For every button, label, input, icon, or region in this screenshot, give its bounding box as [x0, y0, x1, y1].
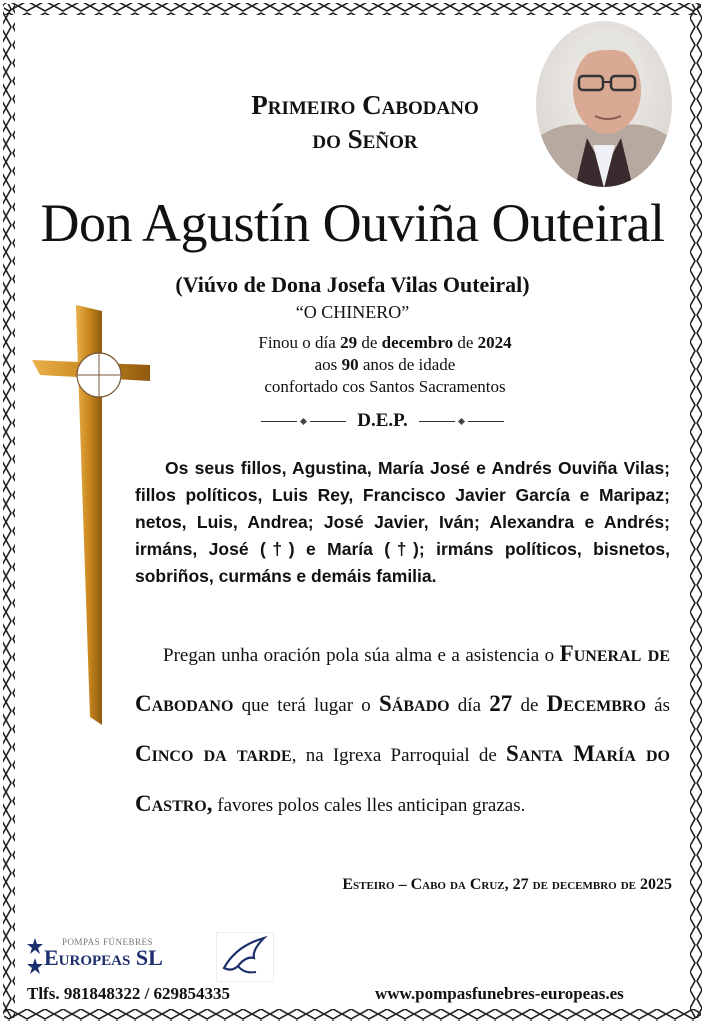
place-date: Esteiro – Cabo da Cruz, 27 de decembro de 2025 — [342, 876, 672, 893]
death-info — [200, 332, 570, 398]
age-suffix: anos de idade — [358, 355, 456, 374]
divider-line — [468, 421, 504, 422]
death-de1: de — [357, 333, 382, 352]
death-year: 2024 — [477, 333, 512, 352]
nickname: “O CHINERO” — [295, 302, 410, 322]
divider-line — [310, 421, 346, 422]
ceremony-text: de — [512, 695, 547, 716]
deceased-name: Don Agustín Ouviña Outeiral — [40, 193, 665, 253]
death-day: 29 — [340, 333, 358, 352]
header-title — [150, 88, 580, 156]
diamond-icon — [300, 418, 307, 425]
death-date-line — [200, 332, 570, 354]
portrait-photo — [535, 20, 673, 188]
diamond-icon — [457, 418, 464, 425]
sacraments-line: confortado cos Santos Sacramentos — [264, 377, 506, 396]
divider-line — [419, 421, 455, 422]
family-paragraph: Os seus fillos, Agustina, María José e Andrés Ouviña Vilas; fillos políticos, Luis Rey, Francisco Javier García e Maripaz; netos, Luis, Andrea; José Javier, Iván; Alexandra e Andrés; irmáns, José (†) e María (†); irmáns políticos, bisnetos, sobriños, curmáns e demáis familia. — [135, 458, 670, 586]
ceremony-day: 27 — [489, 691, 513, 716]
age-prefix: aos — [314, 355, 342, 374]
ceremony-weekday: Sábado — [379, 691, 450, 716]
ceremony-text: día — [449, 695, 490, 716]
website-link[interactable]: www.pompasfunebres-europeas.es — [375, 984, 624, 1003]
widower-line: (Viúvo de Dona Josefa Vilas Outeiral) — [175, 272, 530, 297]
ceremony-text: , na Igrexa Parroquial de — [291, 745, 507, 766]
ceremony-paragraph — [135, 630, 670, 830]
header-line1: Primeiro Cabodano — [251, 90, 479, 120]
dep-label: D.E.P. — [357, 410, 408, 431]
ceremony-text: que terá lugar o — [233, 695, 379, 716]
ceremony-time: Cinco da tarde — [135, 741, 292, 766]
company-subtitle: POMPAS FÚNEBRES — [62, 937, 153, 947]
death-month: decembro — [381, 333, 454, 352]
age-value: 90 — [341, 355, 359, 374]
phone-numbers: Tlfs. 981848322 / 629854335 — [27, 984, 231, 1003]
death-de2: de — [453, 333, 478, 352]
age-line — [200, 354, 570, 376]
ceremony-text: favores polos cales lles anticipan grazas. — [212, 795, 526, 816]
ceremony-text: Pregan unha oración pola súa alma e a asistencia o — [163, 645, 560, 666]
company-name: Europeas SL — [44, 945, 163, 970]
ceremony-event: Funeral de Cabodano — [135, 641, 670, 716]
divider-line — [261, 421, 297, 422]
header-line2: do Señor — [312, 124, 418, 154]
ceremony-church: Santa María do Castro, — [135, 741, 670, 816]
ceremony-month: Decembro — [546, 691, 646, 716]
dep-divider — [255, 410, 510, 432]
dove-logo-icon — [216, 932, 274, 982]
star-icon — [24, 936, 46, 978]
death-prefix: Finou o día — [258, 333, 341, 352]
ceremony-text: ás — [645, 695, 670, 716]
